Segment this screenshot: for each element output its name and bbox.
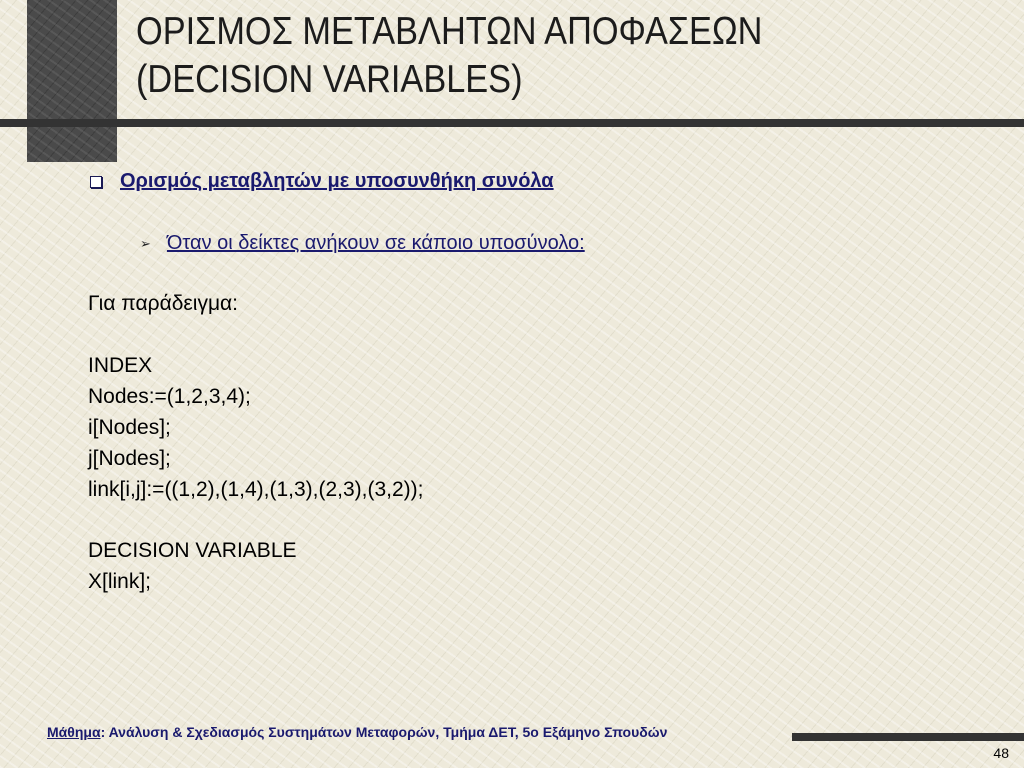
example-label: Για παράδειγμα: [88, 292, 239, 315]
footer-divider [792, 733, 1024, 741]
code-decision-header: DECISION VARIABLE [88, 539, 297, 562]
title-line-2: (DECISION VARIABLES) [136, 58, 523, 101]
title-line-1: ΟΡΙΣΜΟΣ ΜΕΤΑΒΛΗΤΩΝ ΑΠΟΦΑΣΕΩΝ [136, 10, 763, 53]
page-number: 48 [993, 745, 1009, 761]
title-divider [0, 119, 1024, 127]
corner-decoration [27, 0, 117, 162]
slide-title [136, 8, 893, 104]
code-line: j[Nodes]; [88, 447, 171, 470]
footer-text: : Ανάλυση & Σχεδιασμός Συστημάτων Μεταφορών, Τμήμα ΔΕΤ, 5ο Εξάμηνο Σπουδών [100, 724, 668, 740]
code-line: i[Nodes]; [88, 416, 171, 439]
footer-label: Μάθημα [47, 724, 101, 740]
sub-bullet-text: Όταν οι δείκτες ανήκουν σε κάποιο υποσύνολο: [166, 232, 585, 254]
code-index-header: INDEX [88, 354, 153, 377]
arrow-bullet-icon: ➢ [140, 235, 151, 251]
bullet-text: Ορισμός μεταβλητών με υποσυνθήκη συνόλα [120, 170, 554, 192]
footer-course [47, 722, 707, 743]
bullet-item [90, 170, 554, 193]
code-line: link[i,j]:=((1,2),(1,4),(1,3),(2,3),(3,2)); [88, 478, 424, 501]
sub-bullet-item [140, 232, 585, 255]
code-line: Nodes:=(1,2,3,4); [88, 385, 251, 408]
code-line: X[link]; [88, 570, 152, 593]
square-bullet-icon [90, 176, 102, 188]
